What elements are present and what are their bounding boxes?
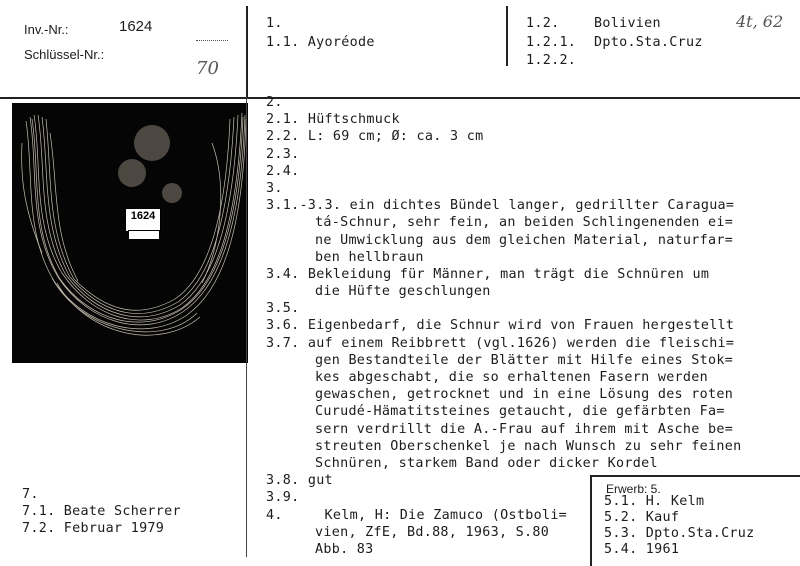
entry-row: gewaschen, getrocknet und in eine Lösung des roten (315, 387, 734, 403)
object-tag: 1624 (125, 208, 161, 232)
inv-dotted-line (196, 40, 228, 41)
section-7: 7. (22, 487, 39, 502)
entry-row: ne Umwicklung aus dem gleichen Material, naturfar= (315, 232, 734, 248)
entry-row: Curudé-Hämatitsteines getaucht, die gefärbten Fa= (315, 404, 725, 420)
entry-row: vien, ZfE, Bd.88, 1963, S.80 (315, 524, 550, 540)
key-label: Schlüssel-Nr.: (24, 47, 105, 62)
section-1: 1. (266, 16, 283, 31)
entry-row: Schnüren, starkem Band oder dicker Kordel (315, 455, 658, 471)
section-7-1: 7.1. Beate Scherrer (22, 504, 181, 519)
entry-row: gen Bestandteile der Blätter mit Hilfe eines Stok= (315, 352, 734, 368)
acquisition-title: Erwerb: 5. (606, 482, 661, 496)
acquisition-list (604, 494, 755, 558)
section-1-2-1-value: Dpto.Sta.Cruz (594, 35, 703, 50)
header-divider-right (506, 6, 508, 66)
entry-row: 3.5. (266, 301, 300, 317)
acquisition-item: 5.3. Dpto.Sta.Cruz (604, 526, 755, 541)
entry-row: tá-Schnur, sehr fein, an beiden Schlingenenden ei= (315, 215, 734, 231)
object-tag-stand (128, 230, 160, 240)
key-handwritten: 70 (196, 58, 219, 79)
entry-row: 3.4. Bekleidung für Männer, man trägt die Schnüren um (266, 266, 710, 282)
entry-row: Abb. 83 (315, 541, 374, 557)
entry-row: 3.9. (266, 490, 300, 506)
entry-row: 3.7. auf einem Reibbrett (vgl.1626) werden die fleischi= (266, 335, 735, 351)
entry-row: kes abgeschabt, die so erhaltenen Fasern werden (315, 370, 709, 385)
section-1-2-value: Bolivien (594, 16, 661, 31)
entry-row: 2.1. Hüftschmuck (266, 112, 400, 128)
entry-row: streuten Oberschenkel je nach Wunsch zu sehr feinen (315, 438, 742, 454)
acquisition-item: 5.1. H. Kelm (604, 494, 705, 509)
entry-row: die Hüfte geschlungen (315, 284, 491, 300)
header-divider-left (246, 6, 248, 98)
entry-row: 2.3. (266, 146, 300, 162)
entry-row: ben hellbraun (315, 249, 424, 265)
entry-row: 2.4. (266, 163, 300, 179)
entry-row: 4. Kelm, H: Die Zamuco (Ostboli= (266, 507, 568, 523)
object-photo (12, 103, 248, 363)
acquisition-item: 5.2. Kauf (604, 510, 680, 525)
entry-row: 2. (266, 95, 283, 110)
section-1-2-2-num: 1.2.2. (526, 53, 577, 68)
entries-divider (246, 97, 247, 557)
entry-row: 3.8. gut (266, 473, 333, 489)
section-1-1: 1.1. Ayoréode (266, 35, 375, 50)
inv-label: Inv.-Nr.: (24, 22, 69, 37)
entry-row: 3. (266, 180, 283, 196)
section-1-2-1-num: 1.2.1. (526, 35, 577, 50)
entry-row: 2.2. L: 69 cm; Ø: ca. 3 cm (266, 129, 484, 145)
entry-row: 3.1.-3.3. ein dichtes Bündel langer, gedrillter Caragua= (266, 198, 735, 214)
section-1-2-num: 1.2. (526, 16, 560, 31)
inv-number: 1624 (119, 18, 153, 35)
section-7-2: 7.2. Februar 1979 (22, 521, 165, 536)
entry-row: sern verdrillt die A.-Frau auf ihrem mit Asche be= (315, 421, 734, 437)
corner-handwritten-note: 4t, 62 (736, 12, 784, 31)
acquisition-item: 5.4. 1961 (604, 542, 680, 557)
entry-row: 3.6. Eigenbedarf, die Schnur wird von Frauen hergestellt (266, 318, 735, 334)
